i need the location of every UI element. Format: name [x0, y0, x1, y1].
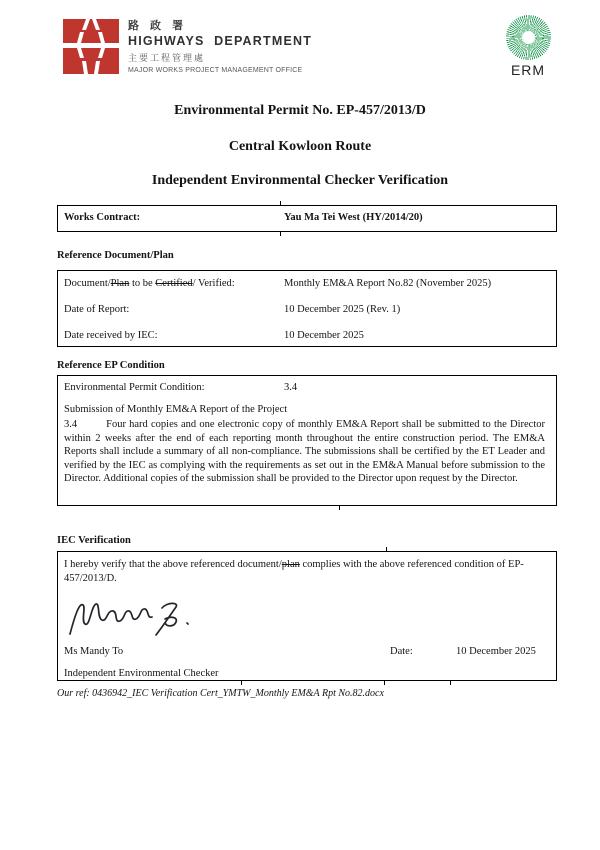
highways-department-logo-icon	[63, 17, 119, 74]
column-divider-tick	[280, 232, 281, 236]
ep-condition-subject: Submission of Monthly EM&A Report of the Project	[64, 404, 288, 415]
verification-statement: I hereby verify that the above referenced document/plan complies with the above referenced condition of EP-457/2013/D.	[64, 559, 524, 584]
column-divider-tick	[384, 681, 385, 685]
department-name-block	[128, 17, 312, 74]
date-value: 10 December 2025	[456, 646, 536, 657]
permit-number-title: Environmental Permit No. EP-457/2013/D	[174, 103, 426, 118]
document-verified-value: Monthly EM&A Report No.82 (November 2025)	[284, 278, 492, 289]
column-divider-tick	[339, 506, 340, 510]
ep-condition-value: 3.4	[284, 382, 298, 393]
signature-ink-icon	[66, 593, 211, 641]
works-contract-value: Yau Ma Tei West (HY/2014/20)	[284, 212, 423, 223]
ep-condition-label: Environmental Permit Condition:	[64, 382, 205, 393]
reference-document-heading: Reference Document/Plan	[57, 250, 174, 261]
date-of-report-row	[58, 304, 556, 330]
ep-condition-box	[57, 375, 557, 506]
erm-starburst-icon	[506, 15, 551, 60]
signatory-date-row	[64, 646, 546, 661]
date-of-report-value: 10 December 2025 (Rev. 1)	[284, 304, 401, 315]
iec-verification-box	[57, 551, 557, 681]
date-received-value: 10 December 2025	[284, 330, 364, 341]
document-verified-label: Document/Plan to be Certified/ Verified:	[64, 278, 235, 289]
department-name-cn: 路 政 署	[128, 20, 188, 32]
clause-text: Four hard copies and one electronic copy of monthly EM&A Report shall be submitted to the Director within 2 weeks after the end of each reporting month throughout the entire construction period. The EM&A Reports shall include a summary of all non-compliance. The submissions shall be certified by the ET Leader and verified by the IEC as complying with the requirements as set out in the EM&A Manual before submission to the Director. Additional copies of the submission shall be provided to the Director upon request by the Director.	[64, 419, 545, 485]
reference-document-table	[57, 270, 557, 347]
office-name-cn: 主要工程管理處	[128, 53, 206, 63]
date-received-label: Date received by IEC:	[64, 330, 158, 341]
ep-condition-row	[58, 382, 550, 393]
date-label: Date:	[390, 646, 413, 657]
erm-logo-label: ERM	[510, 62, 546, 78]
clause-number: 3.4	[64, 419, 78, 430]
ep-condition-clause	[58, 418, 550, 486]
reference-ep-condition-heading: Reference EP Condition	[57, 360, 165, 371]
document-verified-row	[58, 271, 556, 304]
column-divider-tick	[241, 681, 242, 685]
works-contract-row	[58, 206, 556, 223]
page-header	[0, 14, 600, 78]
office-name-en: MAJOR WORKS PROJECT MANAGEMENT OFFICE	[128, 67, 303, 74]
signatory-name: Ms Mandy To	[64, 646, 124, 657]
iec-verification-heading: IEC Verification	[57, 535, 131, 546]
erm-logo	[503, 15, 553, 78]
department-name-en: HIGHWAYS DEPARTMENT	[128, 34, 313, 48]
works-contract-table	[57, 205, 557, 232]
column-divider-tick	[386, 547, 387, 551]
works-contract-label: Works Contract:	[64, 212, 141, 223]
column-divider-tick	[280, 201, 281, 205]
date-received-row	[58, 330, 556, 347]
document-type-title: Independent Environmental Checker Verification	[151, 173, 449, 188]
project-title: Central Kowloon Route	[228, 139, 372, 154]
our-ref-footer: Our ref: 0436942_IEC Verification Cert_YMTW_Monthly EM&A Rpt No.82.docx	[57, 688, 384, 699]
date-of-report-label: Date of Report:	[64, 304, 130, 315]
signatory-title: Independent Environmental Checker	[64, 668, 219, 679]
signature	[66, 593, 546, 641]
column-divider-tick	[450, 681, 451, 685]
